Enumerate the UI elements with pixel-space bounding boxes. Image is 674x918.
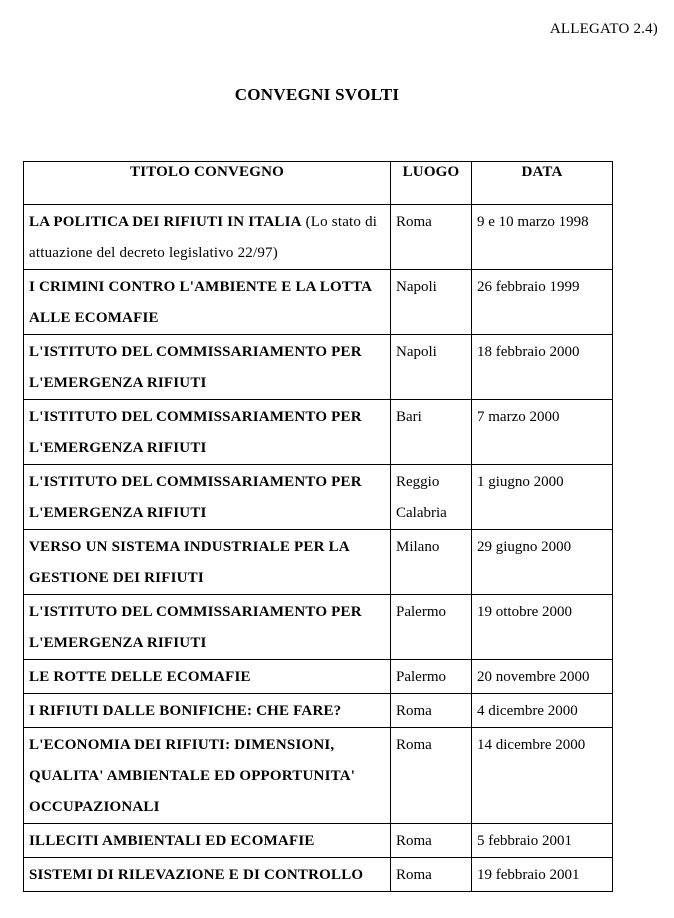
- row-title: SISTEMI DI RILEVAZIONE E DI CONTROLLO: [24, 858, 391, 892]
- table-row: [24, 465, 613, 530]
- row-place: Roma: [391, 824, 472, 858]
- row-place: Roma: [391, 205, 472, 270]
- row-title-bold: LA POLITICA DEI RIFIUTI IN ITALIA: [29, 214, 302, 230]
- row-place: Napoli: [391, 270, 472, 335]
- row-date: 7 marzo 2000: [472, 400, 613, 465]
- row-date: 9 e 10 marzo 1998: [472, 205, 613, 270]
- row-title: L'ISTITUTO DEL COMMISSARIAMENTO PER L'EMERGENZA RIFIUTI: [24, 465, 391, 530]
- table-row: [24, 694, 613, 728]
- row-date: 29 giugno 2000: [472, 530, 613, 595]
- row-date: 1 giugno 2000: [472, 465, 613, 530]
- table-row: [24, 858, 613, 892]
- header-place: LUOGO: [391, 162, 472, 205]
- row-title: L'ISTITUTO DEL COMMISSARIAMENTO PER L'EMERGENZA RIFIUTI: [24, 400, 391, 465]
- row-place: Palermo: [391, 595, 472, 660]
- row-place: Roma: [391, 858, 472, 892]
- row-place: Reggio Calabria: [391, 465, 472, 530]
- conferences-table: [23, 161, 613, 892]
- row-title: L'ISTITUTO DEL COMMISSARIAMENTO PER L'EMERGENZA RIFIUTI: [24, 335, 391, 400]
- row-date: 20 novembre 2000: [472, 660, 613, 694]
- annex-label: ALLEGATO 2.4): [549, 21, 658, 37]
- table-row: [24, 205, 613, 270]
- row-place: Roma: [391, 728, 472, 824]
- row-title: ILLECITI AMBIENTALI ED ECOMAFIE: [24, 824, 391, 858]
- header-title: TITOLO CONVEGNO: [24, 162, 391, 205]
- row-place: Milano: [391, 530, 472, 595]
- table-row: [24, 400, 613, 465]
- table-row: [24, 595, 613, 660]
- row-title: VERSO UN SISTEMA INDUSTRIALE PER LA GESTIONE DEI RIFIUTI: [24, 530, 391, 595]
- table-row: [24, 728, 613, 824]
- row-title-note: (Lo stato di attuazione del decreto legislativo 22/97): [29, 214, 378, 261]
- row-date: 19 febbraio 2001: [472, 858, 613, 892]
- row-place: Bari: [391, 400, 472, 465]
- row-date: 26 febbraio 1999: [472, 270, 613, 335]
- row-date: 5 febbraio 2001: [472, 824, 613, 858]
- row-title: I RIFIUTI DALLE BONIFICHE: CHE FARE?: [24, 694, 391, 728]
- row-place: Palermo: [391, 660, 472, 694]
- table-row: [24, 824, 613, 858]
- row-title: LE ROTTE DELLE ECOMAFIE: [24, 660, 391, 694]
- row-date: 14 dicembre 2000: [472, 728, 613, 824]
- row-date: 4 dicembre 2000: [472, 694, 613, 728]
- document-title: CONVEGNI SVOLTI: [234, 85, 400, 104]
- row-place: Napoli: [391, 335, 472, 400]
- header-date: DATA: [472, 162, 613, 205]
- row-title: L'ISTITUTO DEL COMMISSARIAMENTO PER L'EMERGENZA RIFIUTI: [24, 595, 391, 660]
- table-row: [24, 530, 613, 595]
- table-row: [24, 270, 613, 335]
- row-title: I CRIMINI CONTRO L'AMBIENTE E LA LOTTA ALLE ECOMAFIE: [24, 270, 391, 335]
- row-title: L'ECONOMIA DEI RIFIUTI: DIMENSIONI, QUALITA' AMBIENTALE ED OPPORTUNITA' OCCUPAZIONALI: [24, 728, 391, 824]
- row-title: [24, 205, 391, 270]
- row-date: 19 ottobre 2000: [472, 595, 613, 660]
- table-header-row: [24, 162, 613, 205]
- row-date: 18 febbraio 2000: [472, 335, 613, 400]
- table-row: [24, 335, 613, 400]
- row-place: Roma: [391, 694, 472, 728]
- table-row: [24, 660, 613, 694]
